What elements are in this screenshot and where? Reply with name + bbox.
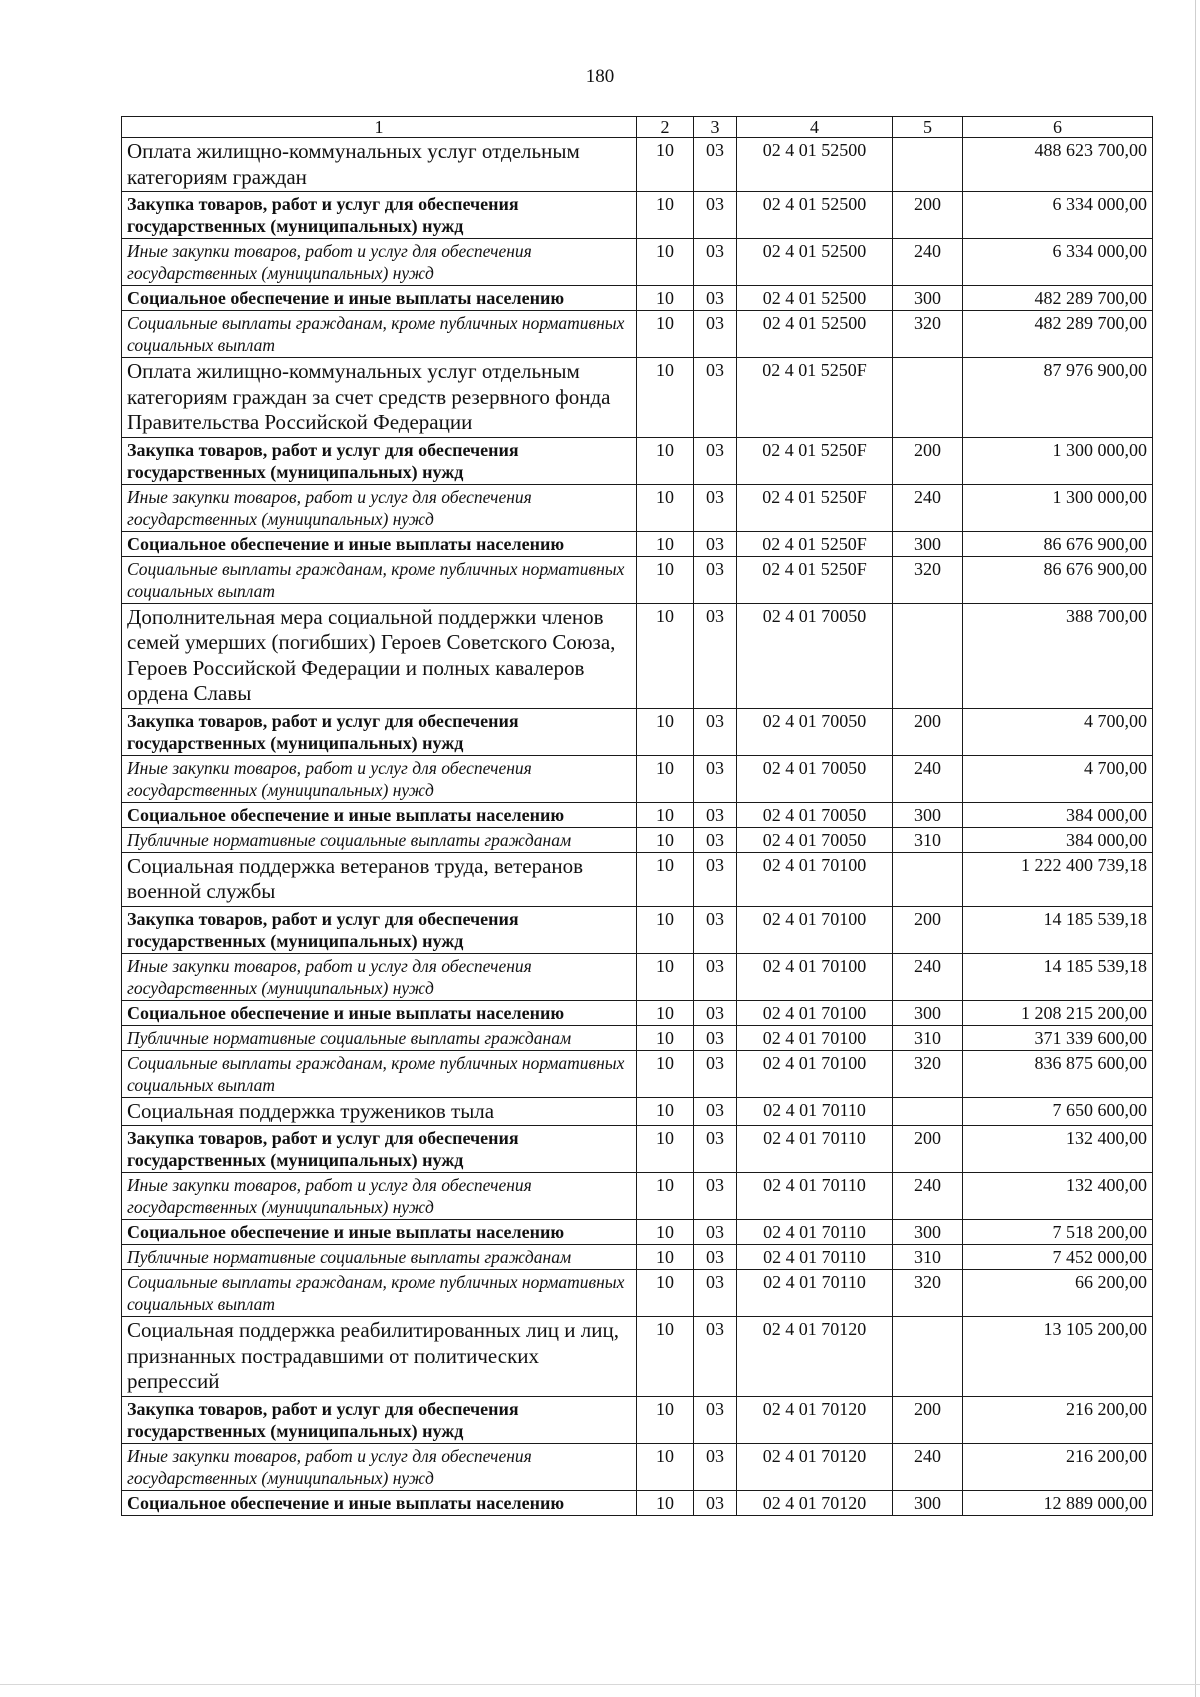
amount: 1 222 400 739,18 <box>963 852 1153 906</box>
target-article-code: 02 4 01 70100 <box>737 1025 893 1050</box>
amount: 14 185 539,18 <box>963 953 1153 1000</box>
row-name: Иные закупки товаров, работ и услуг для обеспечения государственных (муниципальных) нужд <box>122 1443 637 1490</box>
row-name: Оплата жилищно-коммунальных услуг отдельным категориям граждан <box>122 138 637 192</box>
table-row <box>122 138 1153 192</box>
section-code: 10 <box>637 484 694 531</box>
subsection-code: 03 <box>694 906 737 953</box>
row-name: Социальное обеспечение и иные выплаты населению <box>122 1490 637 1515</box>
subsection-code: 03 <box>694 1317 737 1397</box>
table-row <box>122 1097 1153 1126</box>
table-row <box>122 755 1153 802</box>
table-row <box>122 802 1153 827</box>
amount: 836 875 600,00 <box>963 1050 1153 1097</box>
amount: 384 000,00 <box>963 827 1153 852</box>
column-header: 5 <box>893 117 963 138</box>
section-code: 10 <box>637 906 694 953</box>
subsection-code: 03 <box>694 1000 737 1025</box>
target-article-code: 02 4 01 70110 <box>737 1270 893 1317</box>
expense-type-code: 240 <box>893 484 963 531</box>
section-code: 10 <box>637 1025 694 1050</box>
section-code: 10 <box>637 358 694 438</box>
table-row <box>122 358 1153 438</box>
row-name: Иные закупки товаров, работ и услуг для обеспечения государственных (муниципальных) нужд <box>122 484 637 531</box>
expense-type-code: 200 <box>893 708 963 755</box>
target-article-code: 02 4 01 52500 <box>737 311 893 358</box>
subsection-code: 03 <box>694 484 737 531</box>
target-article-code: 02 4 01 70100 <box>737 852 893 906</box>
amount: 388 700,00 <box>963 603 1153 708</box>
amount: 216 200,00 <box>963 1396 1153 1443</box>
target-article-code: 02 4 01 70120 <box>737 1443 893 1490</box>
amount: 86 676 900,00 <box>963 531 1153 556</box>
section-code: 10 <box>637 311 694 358</box>
row-name: Дополнительная мера социальной поддержки членов семей умерших (погибших) Героев Советского Союза, Героев Российской Федерации и полных кавалеров ордена Славы <box>122 603 637 708</box>
section-code: 10 <box>637 192 694 239</box>
amount: 87 976 900,00 <box>963 358 1153 438</box>
column-header: 4 <box>737 117 893 138</box>
column-header: 2 <box>637 117 694 138</box>
target-article-code: 02 4 01 5250F <box>737 437 893 484</box>
row-name: Публичные нормативные социальные выплаты гражданам <box>122 827 637 852</box>
amount: 216 200,00 <box>963 1443 1153 1490</box>
amount: 7 650 600,00 <box>963 1097 1153 1126</box>
expense-type-code: 310 <box>893 827 963 852</box>
table-row <box>122 852 1153 906</box>
section-code: 10 <box>637 1270 694 1317</box>
expense-type-code <box>893 358 963 438</box>
subsection-code: 03 <box>694 1270 737 1317</box>
section-code: 10 <box>637 1173 694 1220</box>
subsection-code: 03 <box>694 138 737 192</box>
column-header: 3 <box>694 117 737 138</box>
target-article-code: 02 4 01 70120 <box>737 1317 893 1397</box>
expense-type-code <box>893 1317 963 1397</box>
budget-table-body <box>122 117 1153 1516</box>
row-name: Социальное обеспечение и иные выплаты населению <box>122 531 637 556</box>
row-name: Иные закупки товаров, работ и услуг для обеспечения государственных (муниципальных) нужд <box>122 239 637 286</box>
row-name: Социальная поддержка тружеников тыла <box>122 1097 637 1126</box>
subsection-code: 03 <box>694 1126 737 1173</box>
table-row <box>122 1317 1153 1397</box>
amount: 7 518 200,00 <box>963 1220 1153 1245</box>
section-code: 10 <box>637 852 694 906</box>
subsection-code: 03 <box>694 1396 737 1443</box>
table-row <box>122 1270 1153 1317</box>
target-article-code: 02 4 01 52500 <box>737 192 893 239</box>
subsection-code: 03 <box>694 802 737 827</box>
target-article-code: 02 4 01 70110 <box>737 1245 893 1270</box>
section-code: 10 <box>637 1443 694 1490</box>
expense-type-code: 320 <box>893 556 963 603</box>
budget-table <box>121 116 1153 1516</box>
row-name: Социальные выплаты гражданам, кроме публичных нормативных социальных выплат <box>122 1270 637 1317</box>
amount: 1 208 215 200,00 <box>963 1000 1153 1025</box>
table-row <box>122 437 1153 484</box>
section-code: 10 <box>637 1000 694 1025</box>
expense-type-code: 240 <box>893 1443 963 1490</box>
subsection-code: 03 <box>694 1025 737 1050</box>
row-name: Социальное обеспечение и иные выплаты населению <box>122 802 637 827</box>
amount: 4 700,00 <box>963 708 1153 755</box>
target-article-code: 02 4 01 70110 <box>737 1097 893 1126</box>
target-article-code: 02 4 01 70050 <box>737 802 893 827</box>
target-article-code: 02 4 01 5250F <box>737 531 893 556</box>
row-name: Закупка товаров, работ и услуг для обеспечения государственных (муниципальных) нужд <box>122 192 637 239</box>
table-row <box>122 192 1153 239</box>
table-row <box>122 1245 1153 1270</box>
row-name: Социальные выплаты гражданам, кроме публичных нормативных социальных выплат <box>122 1050 637 1097</box>
expense-type-code <box>893 603 963 708</box>
target-article-code: 02 4 01 70120 <box>737 1490 893 1515</box>
row-name: Закупка товаров, работ и услуг для обеспечения государственных (муниципальных) нужд <box>122 1126 637 1173</box>
section-code: 10 <box>637 239 694 286</box>
table-row <box>122 239 1153 286</box>
target-article-code: 02 4 01 52500 <box>737 286 893 311</box>
section-code: 10 <box>637 802 694 827</box>
subsection-code: 03 <box>694 531 737 556</box>
section-code: 10 <box>637 138 694 192</box>
table-row <box>122 1396 1153 1443</box>
row-name: Иные закупки товаров, работ и услуг для обеспечения государственных (муниципальных) нужд <box>122 755 637 802</box>
page-number: 180 <box>585 66 615 87</box>
subsection-code: 03 <box>694 192 737 239</box>
section-code: 10 <box>637 556 694 603</box>
subsection-code: 03 <box>694 239 737 286</box>
row-name: Иные закупки товаров, работ и услуг для обеспечения государственных (муниципальных) нужд <box>122 953 637 1000</box>
subsection-code: 03 <box>694 1245 737 1270</box>
subsection-code: 03 <box>694 1443 737 1490</box>
target-article-code: 02 4 01 70050 <box>737 827 893 852</box>
section-code: 10 <box>637 953 694 1000</box>
table-row <box>122 1025 1153 1050</box>
table-row <box>122 286 1153 311</box>
amount: 488 623 700,00 <box>963 138 1153 192</box>
target-article-code: 02 4 01 52500 <box>737 239 893 286</box>
table-row <box>122 1173 1153 1220</box>
amount: 132 400,00 <box>963 1126 1153 1173</box>
row-name: Оплата жилищно-коммунальных услуг отдельным категориям граждан за счет средств резервного фонда Правительства Российской Федерации <box>122 358 637 438</box>
expense-type-code: 240 <box>893 953 963 1000</box>
subsection-code: 03 <box>694 827 737 852</box>
subsection-code: 03 <box>694 1097 737 1126</box>
expense-type-code: 300 <box>893 802 963 827</box>
expense-type-code: 200 <box>893 906 963 953</box>
row-name: Закупка товаров, работ и услуг для обеспечения государственных (муниципальных) нужд <box>122 1396 637 1443</box>
amount: 66 200,00 <box>963 1270 1153 1317</box>
table-row <box>122 1050 1153 1097</box>
target-article-code: 02 4 01 70120 <box>737 1396 893 1443</box>
target-article-code: 02 4 01 70100 <box>737 1050 893 1097</box>
column-header: 6 <box>963 117 1153 138</box>
expense-type-code: 300 <box>893 1220 963 1245</box>
expense-type-code: 320 <box>893 1270 963 1317</box>
target-article-code: 02 4 01 70100 <box>737 953 893 1000</box>
column-header: 1 <box>122 117 637 138</box>
amount: 384 000,00 <box>963 802 1153 827</box>
subsection-code: 03 <box>694 1050 737 1097</box>
expense-type-code: 300 <box>893 286 963 311</box>
expense-type-code <box>893 138 963 192</box>
section-code: 10 <box>637 1050 694 1097</box>
subsection-code: 03 <box>694 708 737 755</box>
row-name: Публичные нормативные социальные выплаты гражданам <box>122 1245 637 1270</box>
table-row <box>122 311 1153 358</box>
subsection-code: 03 <box>694 311 737 358</box>
amount: 1 300 000,00 <box>963 484 1153 531</box>
subsection-code: 03 <box>694 437 737 484</box>
table-row <box>122 1443 1153 1490</box>
subsection-code: 03 <box>694 286 737 311</box>
amount: 4 700,00 <box>963 755 1153 802</box>
section-code: 10 <box>637 531 694 556</box>
target-article-code: 02 4 01 52500 <box>737 138 893 192</box>
amount: 6 334 000,00 <box>963 192 1153 239</box>
expense-type-code: 300 <box>893 531 963 556</box>
expense-type-code: 240 <box>893 1173 963 1220</box>
subsection-code: 03 <box>694 1173 737 1220</box>
section-code: 10 <box>637 1126 694 1173</box>
amount: 371 339 600,00 <box>963 1025 1153 1050</box>
amount: 482 289 700,00 <box>963 311 1153 358</box>
row-name: Социальная поддержка реабилитированных лиц и лиц, признанных пострадавшими от политических репрессий <box>122 1317 637 1397</box>
subsection-code: 03 <box>694 556 737 603</box>
expense-type-code: 240 <box>893 239 963 286</box>
expense-type-code: 310 <box>893 1025 963 1050</box>
expense-type-code: 200 <box>893 192 963 239</box>
expense-type-code: 320 <box>893 311 963 358</box>
scan-edge <box>0 1684 1200 1685</box>
section-code: 10 <box>637 827 694 852</box>
table-row <box>122 531 1153 556</box>
section-code: 10 <box>637 1220 694 1245</box>
target-article-code: 02 4 01 70050 <box>737 603 893 708</box>
section-code: 10 <box>637 1396 694 1443</box>
target-article-code: 02 4 01 70110 <box>737 1220 893 1245</box>
subsection-code: 03 <box>694 1220 737 1245</box>
section-code: 10 <box>637 603 694 708</box>
section-code: 10 <box>637 1317 694 1397</box>
section-code: 10 <box>637 708 694 755</box>
target-article-code: 02 4 01 70050 <box>737 708 893 755</box>
section-code: 10 <box>637 286 694 311</box>
amount: 14 185 539,18 <box>963 906 1153 953</box>
table-row <box>122 827 1153 852</box>
row-name: Социальное обеспечение и иные выплаты населению <box>122 1220 637 1245</box>
row-name: Социальное обеспечение и иные выплаты населению <box>122 286 637 311</box>
section-code: 10 <box>637 437 694 484</box>
subsection-code: 03 <box>694 358 737 438</box>
table-row <box>122 906 1153 953</box>
amount: 1 300 000,00 <box>963 437 1153 484</box>
amount: 86 676 900,00 <box>963 556 1153 603</box>
expense-type-code: 320 <box>893 1050 963 1097</box>
table-row <box>122 708 1153 755</box>
subsection-code: 03 <box>694 1490 737 1515</box>
amount: 13 105 200,00 <box>963 1317 1153 1397</box>
target-article-code: 02 4 01 5250F <box>737 358 893 438</box>
row-name: Закупка товаров, работ и услуг для обеспечения государственных (муниципальных) нужд <box>122 906 637 953</box>
table-row <box>122 556 1153 603</box>
table-row <box>122 953 1153 1000</box>
subsection-code: 03 <box>694 953 737 1000</box>
row-name: Иные закупки товаров, работ и услуг для обеспечения государственных (муниципальных) нужд <box>122 1173 637 1220</box>
row-name: Социальные выплаты гражданам, кроме публичных нормативных социальных выплат <box>122 311 637 358</box>
expense-type-code <box>893 852 963 906</box>
subsection-code: 03 <box>694 603 737 708</box>
subsection-code: 03 <box>694 852 737 906</box>
row-name: Закупка товаров, работ и услуг для обеспечения государственных (муниципальных) нужд <box>122 708 637 755</box>
table-row <box>122 603 1153 708</box>
scan-edge <box>1195 0 1196 1697</box>
table-row <box>122 1000 1153 1025</box>
expense-type-code: 240 <box>893 755 963 802</box>
expense-type-code <box>893 1097 963 1126</box>
section-code: 10 <box>637 755 694 802</box>
target-article-code: 02 4 01 70100 <box>737 906 893 953</box>
expense-type-code: 200 <box>893 1126 963 1173</box>
row-name: Социальная поддержка ветеранов труда, ветеранов военной службы <box>122 852 637 906</box>
target-article-code: 02 4 01 70100 <box>737 1000 893 1025</box>
row-name: Публичные нормативные социальные выплаты гражданам <box>122 1025 637 1050</box>
amount: 132 400,00 <box>963 1173 1153 1220</box>
amount: 7 452 000,00 <box>963 1245 1153 1270</box>
amount: 6 334 000,00 <box>963 239 1153 286</box>
expense-type-code: 300 <box>893 1000 963 1025</box>
row-name: Социальное обеспечение и иные выплаты населению <box>122 1000 637 1025</box>
expense-type-code: 300 <box>893 1490 963 1515</box>
target-article-code: 02 4 01 70050 <box>737 755 893 802</box>
row-name: Закупка товаров, работ и услуг для обеспечения государственных (муниципальных) нужд <box>122 437 637 484</box>
table-header-row <box>122 117 1153 138</box>
target-article-code: 02 4 01 5250F <box>737 556 893 603</box>
section-code: 10 <box>637 1245 694 1270</box>
target-article-code: 02 4 01 70110 <box>737 1173 893 1220</box>
amount: 482 289 700,00 <box>963 286 1153 311</box>
expense-type-code: 200 <box>893 1396 963 1443</box>
expense-type-code: 200 <box>893 437 963 484</box>
subsection-code: 03 <box>694 755 737 802</box>
table-row <box>122 1126 1153 1173</box>
target-article-code: 02 4 01 70110 <box>737 1126 893 1173</box>
section-code: 10 <box>637 1097 694 1126</box>
row-name: Социальные выплаты гражданам, кроме публичных нормативных социальных выплат <box>122 556 637 603</box>
target-article-code: 02 4 01 5250F <box>737 484 893 531</box>
expense-type-code: 310 <box>893 1245 963 1270</box>
table-row <box>122 1490 1153 1515</box>
table-row <box>122 484 1153 531</box>
amount: 12 889 000,00 <box>963 1490 1153 1515</box>
section-code: 10 <box>637 1490 694 1515</box>
table-row <box>122 1220 1153 1245</box>
